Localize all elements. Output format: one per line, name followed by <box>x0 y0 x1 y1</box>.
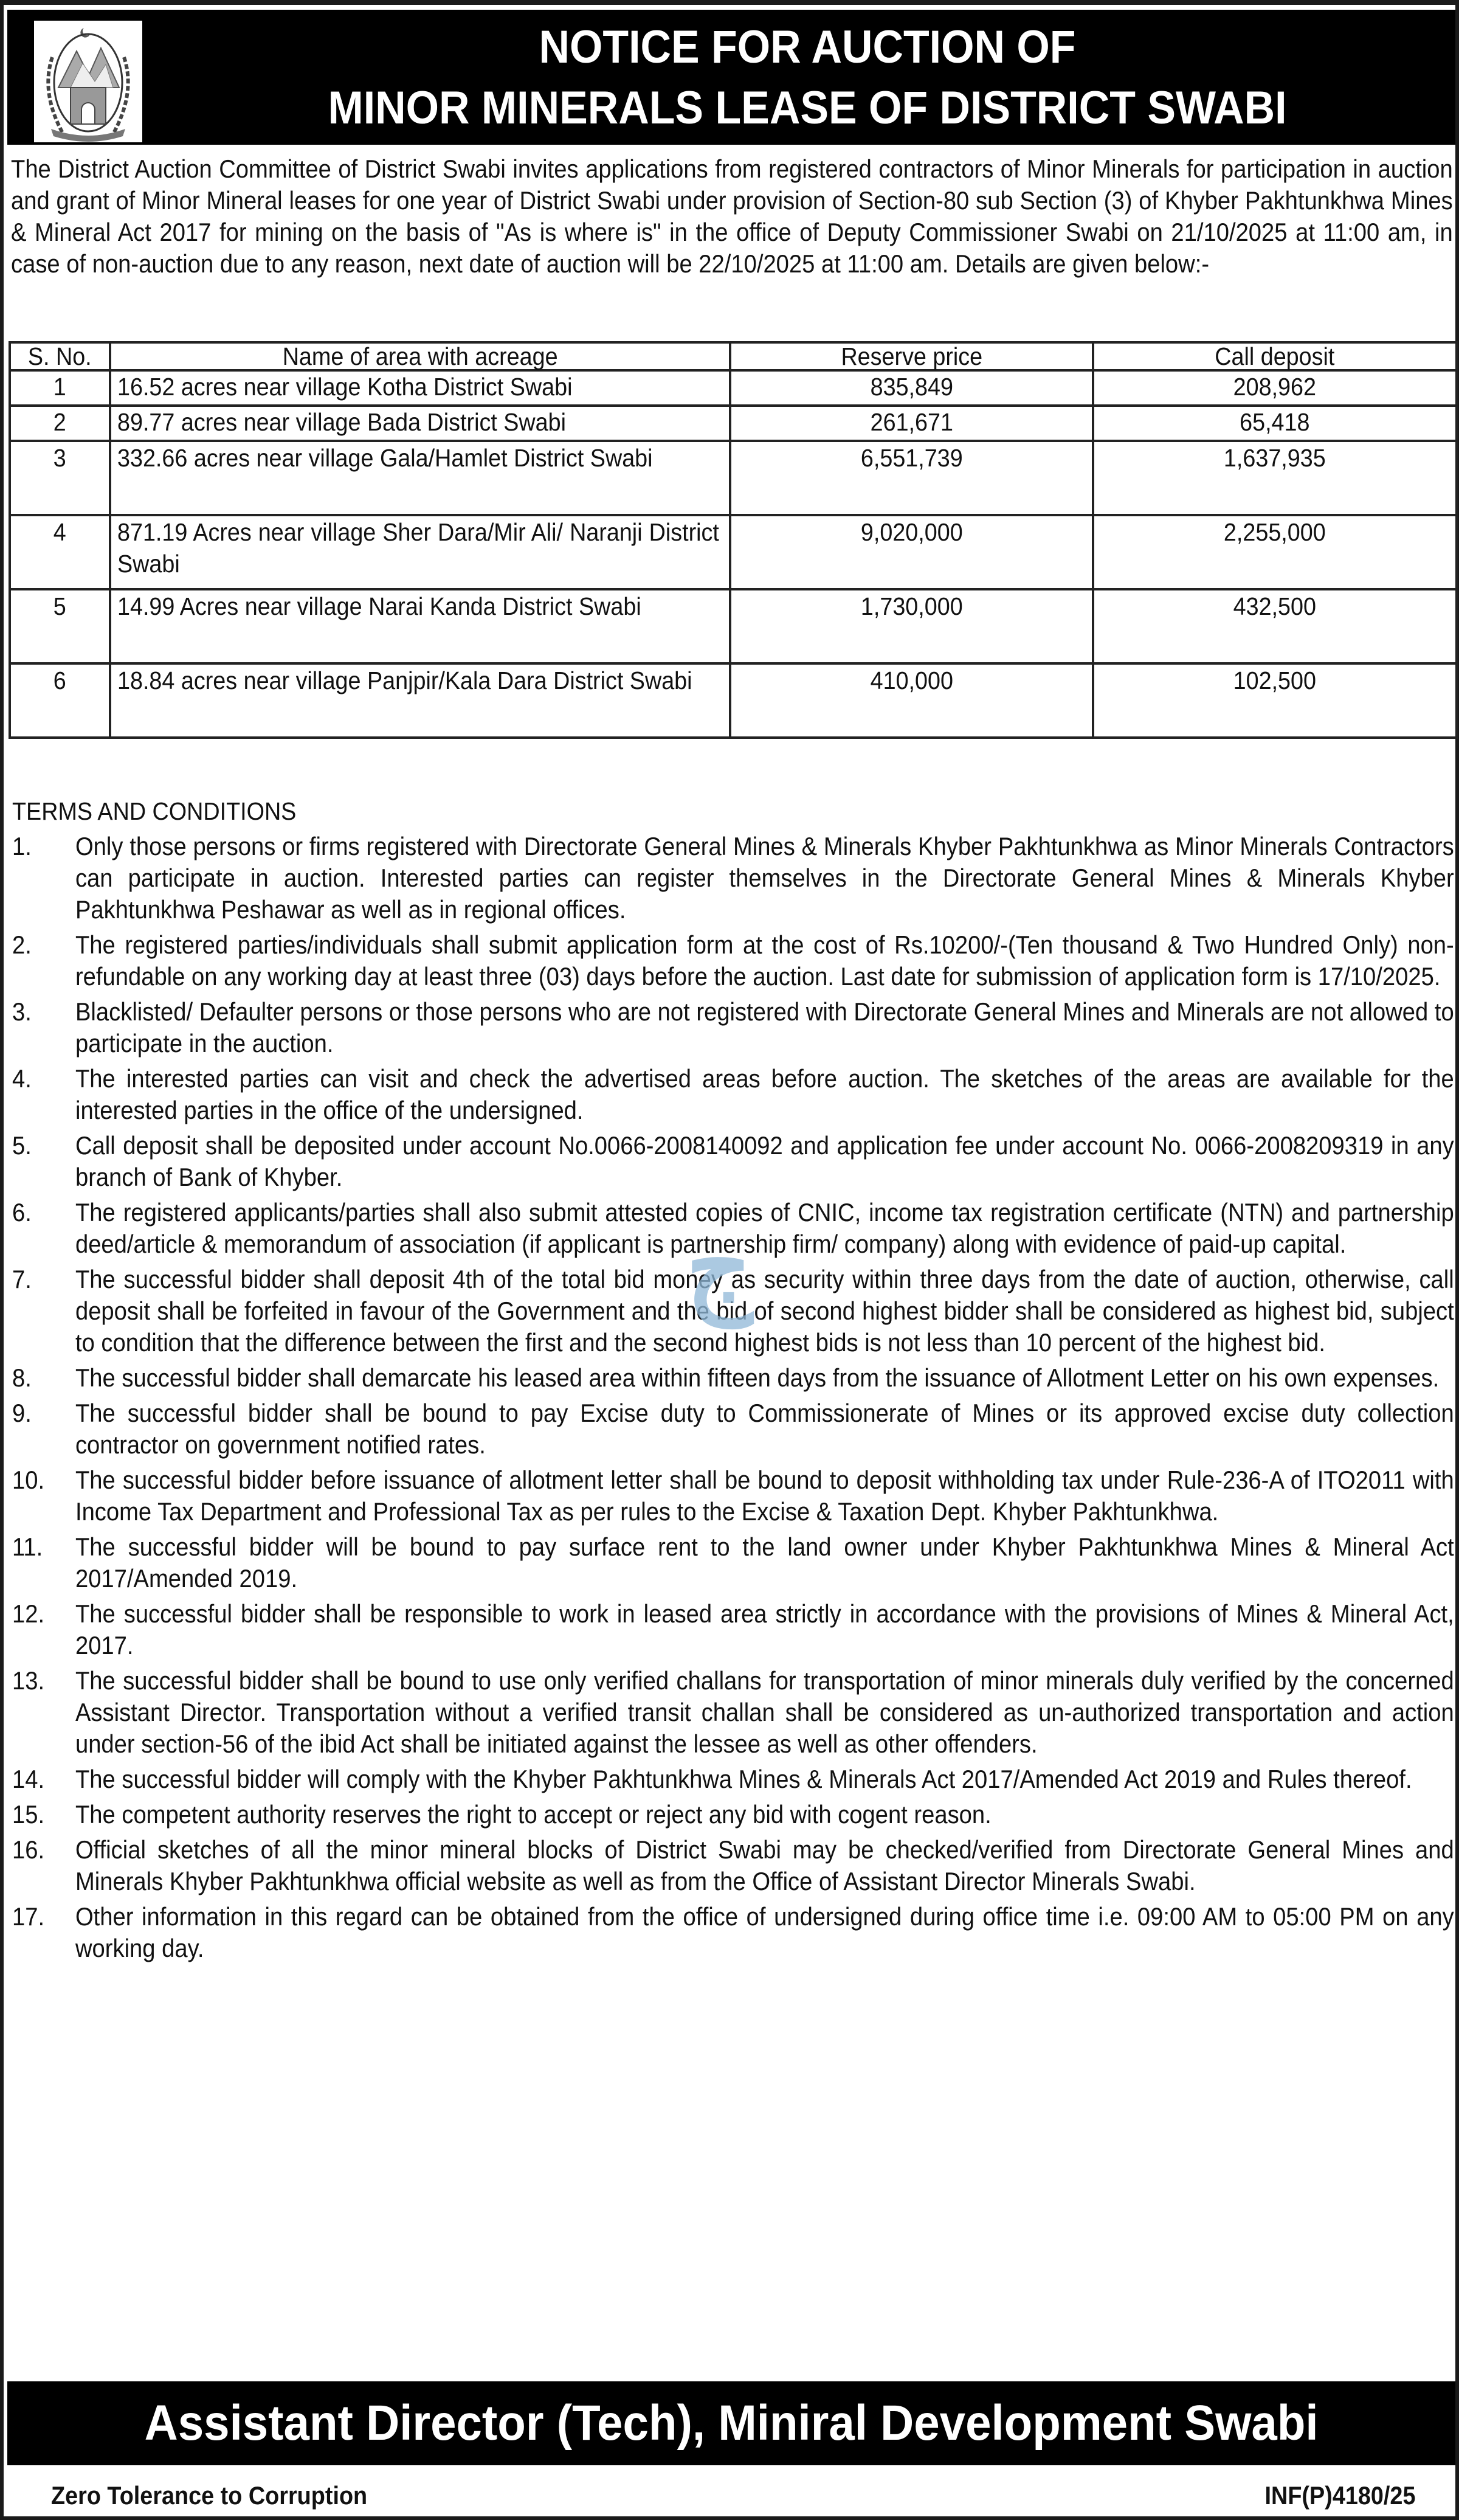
term-item <box>12 1834 1454 1897</box>
term-item <box>12 831 1454 926</box>
cell-sno: 5 <box>10 589 110 663</box>
term-text: The successful bidder shall demarcate his leased area within fifteen days from the issuance of Allotment Letter on his own expenses. <box>75 1363 1440 1392</box>
term-number: 16. <box>12 1835 45 1864</box>
table-header-row <box>10 342 1457 370</box>
reference-number: INF(P)4180/25 <box>1264 2481 1415 2510</box>
notice-title <box>216 17 1398 139</box>
signatory-title: Assistant Director (Tech), Miniral Development Swabi <box>144 2395 1319 2451</box>
header-call-deposit: Call deposit <box>1093 342 1457 370</box>
term-number: 10. <box>12 1466 45 1494</box>
term-number: 13. <box>12 1666 45 1695</box>
term-item <box>12 996 1454 1059</box>
cell-sno: 4 <box>10 515 110 589</box>
cell-area-name: 332.66 acres near village Gala/Hamlet District Swabi <box>110 441 730 515</box>
term-text: Other information in this regard can be obtained from the office of undersigned during office time i.e. 09:00 AM to 05:00 PM on any working day. <box>75 1902 1454 1962</box>
cell-sno: 3 <box>10 441 110 515</box>
cell-reserve-price: 835,849 <box>730 370 1094 406</box>
term-number: 11. <box>12 1532 43 1561</box>
term-text: The registered parties/individuals shall submit application form at the cost of Rs.10200/-(Ten thousand & Two Hundred Only) non-refundable on any working day at least three (03) days before the auction. Last date for submission of application form is 17/10/2025. <box>75 930 1454 991</box>
term-number: 3. <box>12 997 32 1026</box>
cell-area-name: 14.99 Acres near village Narai Kanda District Swabi <box>110 589 730 663</box>
term-item <box>12 1665 1454 1760</box>
term-number: 17. <box>12 1902 45 1931</box>
term-item <box>12 1531 1454 1594</box>
cell-area-name: 871.19 Acres near village Sher Dara/Mir Ali/ Naranji District Swabi <box>110 515 730 589</box>
watermark-icon: ج <box>686 1206 753 1328</box>
term-item <box>12 1799 1454 1830</box>
term-item <box>12 1362 1454 1394</box>
term-number: 2. <box>12 930 32 959</box>
government-emblem-logo <box>34 21 142 142</box>
term-item <box>12 1464 1454 1528</box>
auction-areas-table <box>9 341 1458 739</box>
term-text: The successful bidder before issuance of allotment letter shall be bound to deposit withholding tax under Rule-236-A of ITO2011 with Income Tax Department and Professional Tax as per rules to the Excise & Taxation Dept. Khyber Pakhtunkhwa. <box>75 1466 1454 1526</box>
cell-reserve-price: 1,730,000 <box>730 589 1094 663</box>
emblem-icon <box>34 21 142 142</box>
notice-header <box>7 10 1455 145</box>
title-line-1: NOTICE FOR AUCTION OF <box>539 21 1076 73</box>
cell-area-name: 18.84 acres near village Panjpir/Kala Dara District Swabi <box>110 663 730 738</box>
term-number: 12. <box>12 1599 45 1628</box>
term-number: 14. <box>12 1765 45 1793</box>
term-number: 4. <box>12 1064 32 1093</box>
title-line-2: MINOR MINERALS LEASE OF DISTRICT SWABI <box>328 82 1287 134</box>
cell-reserve-price: 6,551,739 <box>730 441 1094 515</box>
term-text: The successful bidder will comply with the Khyber Pakhtunkhwa Mines & Minerals Act 2017/Amended Act 2019 and Rules thereof. <box>75 1765 1412 1793</box>
cell-area-name: 89.77 acres near village Bada District Swabi <box>110 406 730 441</box>
terms-list <box>12 831 1454 1968</box>
table-row <box>10 515 1457 589</box>
table-row <box>10 663 1457 738</box>
cell-sno: 2 <box>10 406 110 441</box>
term-text: Blacklisted/ Defaulter persons or those persons who are not registered with Directorate General Mines and Minerals are not allowed to participate in the auction. <box>75 997 1454 1058</box>
term-text: The registered applicants/parties shall also submit attested copies of CNIC, income tax registration certificate (NTN) and partnership deed/article & memorandum of association (if applicant is partnership firm/ company) along with evidence of paid-up capital. <box>75 1198 1454 1258</box>
cell-reserve-price: 9,020,000 <box>730 515 1094 589</box>
term-text: Official sketches of all the minor mineral blocks of District Swabi may be checked/verified from Directorate General Mines and Minerals Khyber Pakhtunkhwa official website as well as from the Office of Assistant Director Minerals Swabi. <box>75 1835 1454 1895</box>
term-text: The successful bidder shall be responsible to work in leased area strictly in accordance with the provisions of Mines & Mineral Act, 2017. <box>75 1599 1454 1660</box>
term-text: The successful bidder shall be bound to pay Excise duty to Commissionerate of Mines or its approved excise duty collection contractor on government notified rates. <box>75 1399 1454 1459</box>
term-number: 8. <box>12 1363 32 1392</box>
table-row <box>10 406 1457 441</box>
table-row <box>10 589 1457 663</box>
table-row <box>10 441 1457 515</box>
term-number: 9. <box>12 1399 32 1427</box>
term-item <box>12 1063 1454 1126</box>
cell-call-deposit: 102,500 <box>1093 663 1457 738</box>
term-item <box>12 1901 1454 1964</box>
header-sno: S. No. <box>10 342 110 370</box>
cell-area-name: 16.52 acres near village Kotha District Swabi <box>110 370 730 406</box>
term-number: 15. <box>12 1800 45 1829</box>
term-number: 1. <box>12 832 32 860</box>
term-text: Only those persons or firms registered with Directorate General Mines & Minerals Khyber Pakhtunkhwa as Minor Minerals Contractors can participate in auction. Interested parties can register themselves in the Directorate General Mines & Minerals Khyber Pakhtunkhwa Peshawar as well as in regional offices. <box>75 832 1454 924</box>
term-text: The successful bidder shall deposit 4th of the total bid money as security within three days from the date of auction, otherwise, call deposit shall be forfeited in favour of the Government and the bid of second highest bidder shall be considered as highest bid, subject to condition that the difference between the first and the second highest bids is not less than 10 percent of the highest bid. <box>75 1265 1454 1357</box>
cell-sno: 6 <box>10 663 110 738</box>
term-item <box>12 1397 1454 1461</box>
term-item <box>12 1764 1454 1795</box>
term-text: The interested parties can visit and check the advertised areas before auction. The sketches of the areas are available for the interested parties in the office of the undersigned. <box>75 1064 1454 1124</box>
table-row <box>10 370 1457 406</box>
term-item <box>12 1598 1454 1661</box>
anti-corruption-slogan: Zero Tolerance to Corruption <box>51 2481 368 2510</box>
terms-heading: TERMS AND CONDITIONS <box>12 797 297 825</box>
cell-reserve-price: 410,000 <box>730 663 1094 738</box>
header-area-name: Name of area with acreage <box>110 342 730 370</box>
term-number: 7. <box>12 1265 32 1293</box>
term-text: The successful bidder shall be bound to use only verified challans for transportation of minor minerals duly verified by the concerned Assistant Director. Transportation without a verified transit challan shall be considered as un-authorized transportation and action under section-56 of the ibid Act shall be initiated against the lessee as well as other offenders. <box>75 1666 1454 1758</box>
cell-call-deposit: 2,255,000 <box>1093 515 1457 589</box>
term-item <box>12 929 1454 992</box>
cell-reserve-price: 261,671 <box>730 406 1094 441</box>
cell-call-deposit: 1,637,935 <box>1093 441 1457 515</box>
term-text: Call deposit shall be deposited under account No.0066-2008140092 and application fee under account No. 0066-2008209319 in any branch of Bank of Khyber. <box>75 1131 1454 1191</box>
header-reserve-price: Reserve price <box>730 342 1094 370</box>
term-number: 6. <box>12 1198 32 1227</box>
signatory-band <box>7 2381 1455 2465</box>
cell-sno: 1 <box>10 370 110 406</box>
cell-call-deposit: 208,962 <box>1093 370 1457 406</box>
term-item <box>12 1130 1454 1193</box>
intro-paragraph: The District Auction Committee of District Swabi invites applications from registered contractors of Minor Minerals for participation in auction and grant of Minor Mineral leases for one year of District Swabi under provision of Section-80 sub Section (3) of Khyber Pakhtunkhwa Mines & Mineral Act 2017 for mining on the basis of "As is where is" in the office of Deputy Commissioner Swabi on 21/10/2025 at 11:00 am, in case of non-auction due to any reason, next date of auction will be 22/10/2025 at 11:00 am. Details are given below:- <box>11 154 1453 278</box>
term-text: The competent authority reserves the right to accept or reject any bid with cogent reason. <box>75 1800 992 1829</box>
term-text: The successful bidder will be bound to pay surface rent to the land owner under Khyber Pakhtunkhwa Mines & Mineral Act 2017/Amended 2019. <box>75 1532 1454 1593</box>
term-number: 5. <box>12 1131 32 1160</box>
cell-call-deposit: 65,418 <box>1093 406 1457 441</box>
cell-call-deposit: 432,500 <box>1093 589 1457 663</box>
